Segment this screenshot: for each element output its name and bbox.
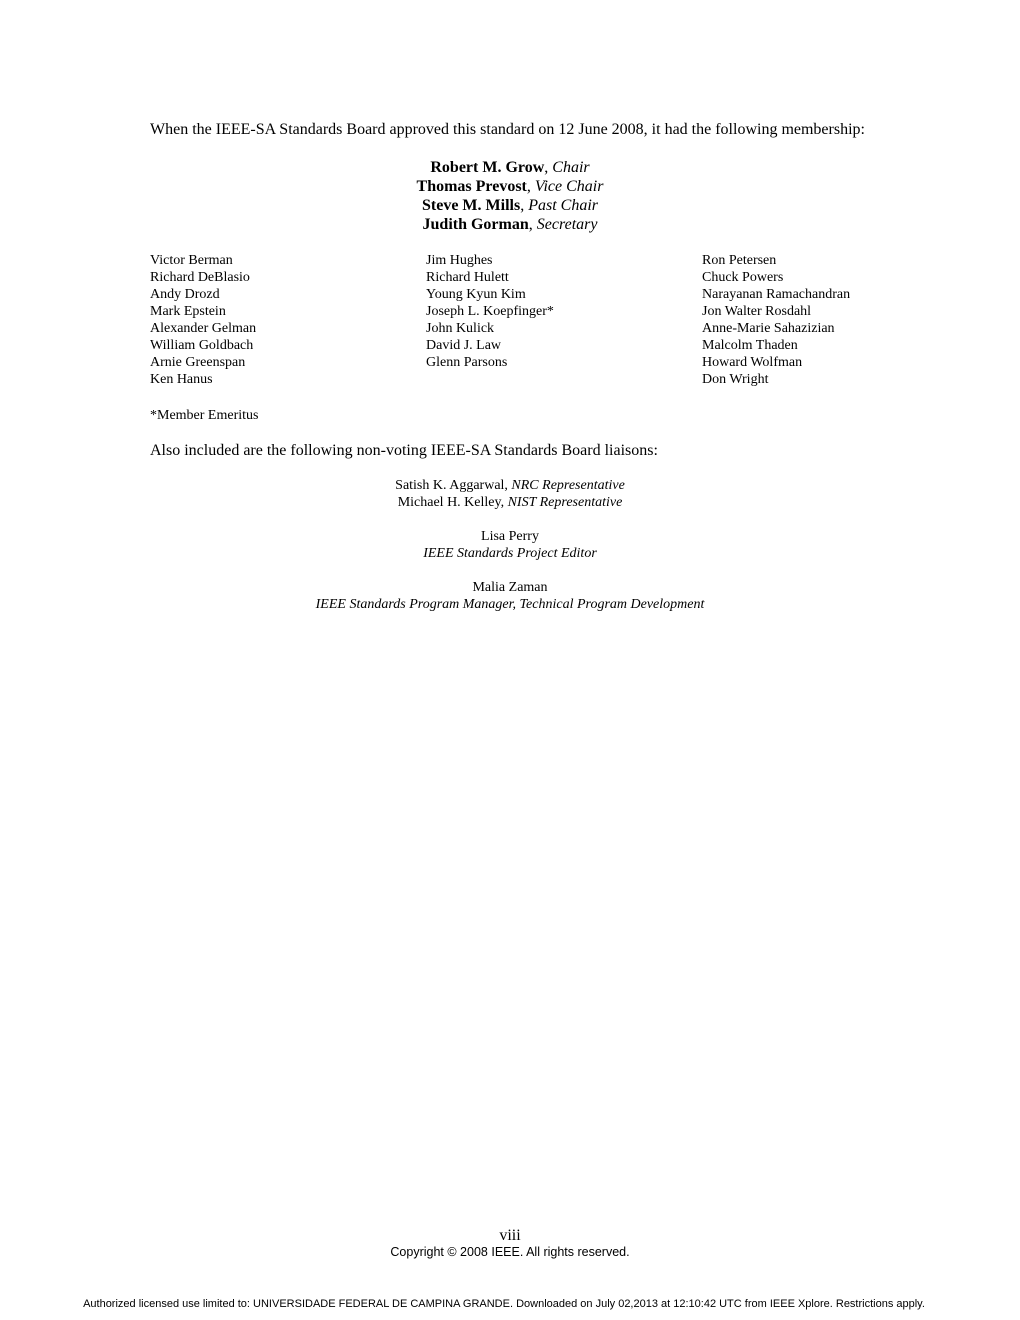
liaison-role: NIST Representative [507, 495, 623, 510]
liaison-role: NRC Representative [511, 478, 625, 493]
officer-name: Robert M. Grow [430, 159, 545, 176]
member-name: Victor Berman [150, 253, 233, 268]
officer-role: Chair [552, 159, 590, 176]
page-number: viii [499, 1227, 521, 1244]
officer-role: Vice Chair [534, 178, 604, 195]
officer-past-chair [150, 196, 870, 215]
member-name: Joseph L. Koepfinger* [426, 304, 554, 319]
staff-title: IEEE Standards Program Manager, Technical Program Development [315, 597, 705, 612]
officers-list [150, 158, 870, 234]
staff-name: Lisa Perry [481, 529, 539, 544]
member-name: Richard Hulett [426, 270, 509, 285]
officer-name: Thomas Prevost [416, 178, 527, 195]
member-name: Ken Hanus [150, 372, 213, 387]
officer-separator: , [544, 159, 553, 176]
member-name: Andy Drozd [150, 287, 220, 302]
liaison-nist [150, 494, 870, 511]
member-name: Jim Hughes [426, 253, 493, 268]
officer-separator: , [520, 197, 529, 214]
copyright-notice: Copyright © 2008 IEEE. All rights reserved. [390, 1245, 630, 1259]
member-name: Jon Walter Rosdahl [702, 304, 812, 319]
member-name: David J. Law [426, 338, 502, 353]
member-name: Anne-Marie Sahazizian [702, 321, 835, 336]
officer-role: Past Chair [528, 197, 598, 214]
officer-chair [150, 158, 870, 177]
emeritus-note: *Member Emeritus [150, 408, 259, 423]
member-name: Richard DeBlasio [150, 270, 250, 285]
members-column-2 [426, 252, 696, 371]
member-name: John Kulick [426, 321, 495, 336]
member-name: Chuck Powers [702, 270, 784, 285]
staff-project-editor [150, 528, 870, 562]
intro-paragraph: When the IEEE-SA Standards Board approved this standard on 12 June 2008, it had the following membership: [150, 121, 865, 138]
member-name: Mark Epstein [150, 304, 226, 319]
liaisons-intro: Also included are the following non-voting IEEE-SA Standards Board liaisons: [150, 442, 658, 459]
member-name: Malcolm Thaden [702, 338, 798, 353]
member-name: Young Kyun Kim [426, 287, 526, 302]
officer-name: Judith Gorman [422, 216, 529, 233]
liaison-nrc [150, 477, 870, 494]
member-name: Ron Petersen [702, 253, 777, 268]
member-name: Narayanan Ramachandran [702, 287, 851, 302]
officer-role: Secretary [536, 216, 598, 233]
liaison-separator: , [500, 495, 508, 510]
liaison-separator: , [504, 478, 512, 493]
officer-vice-chair [150, 177, 870, 196]
liaison-name: Satish K. Aggarwal [395, 478, 505, 493]
member-name: Glenn Parsons [426, 355, 508, 370]
members-column-3 [702, 252, 972, 388]
member-name: Arnie Greenspan [150, 355, 246, 370]
member-name: Don Wright [702, 372, 769, 387]
liaison-name: Michael H. Kelley [397, 495, 501, 510]
member-name: William Goldbach [150, 338, 254, 353]
staff-program-manager [150, 579, 870, 613]
officer-separator: , [526, 178, 535, 195]
staff-name: Malia Zaman [472, 580, 548, 595]
member-name: Howard Wolfman [702, 355, 803, 370]
officer-name: Steve M. Mills [422, 197, 521, 214]
authorization-footer: Authorized licensed use limited to: UNIVERSIDADE FEDERAL DE CAMPINA GRANDE. Downloaded on July 02,2013 at 12:10:42 UTC from IEEE Xplore. Restrictions apply. [83, 1298, 925, 1310]
member-name: Alexander Gelman [150, 321, 257, 336]
members-column-1 [150, 252, 420, 388]
officer-secretary [150, 215, 870, 234]
officer-separator: , [528, 216, 537, 233]
liaisons-list [150, 477, 870, 613]
staff-title: IEEE Standards Project Editor [423, 546, 597, 561]
